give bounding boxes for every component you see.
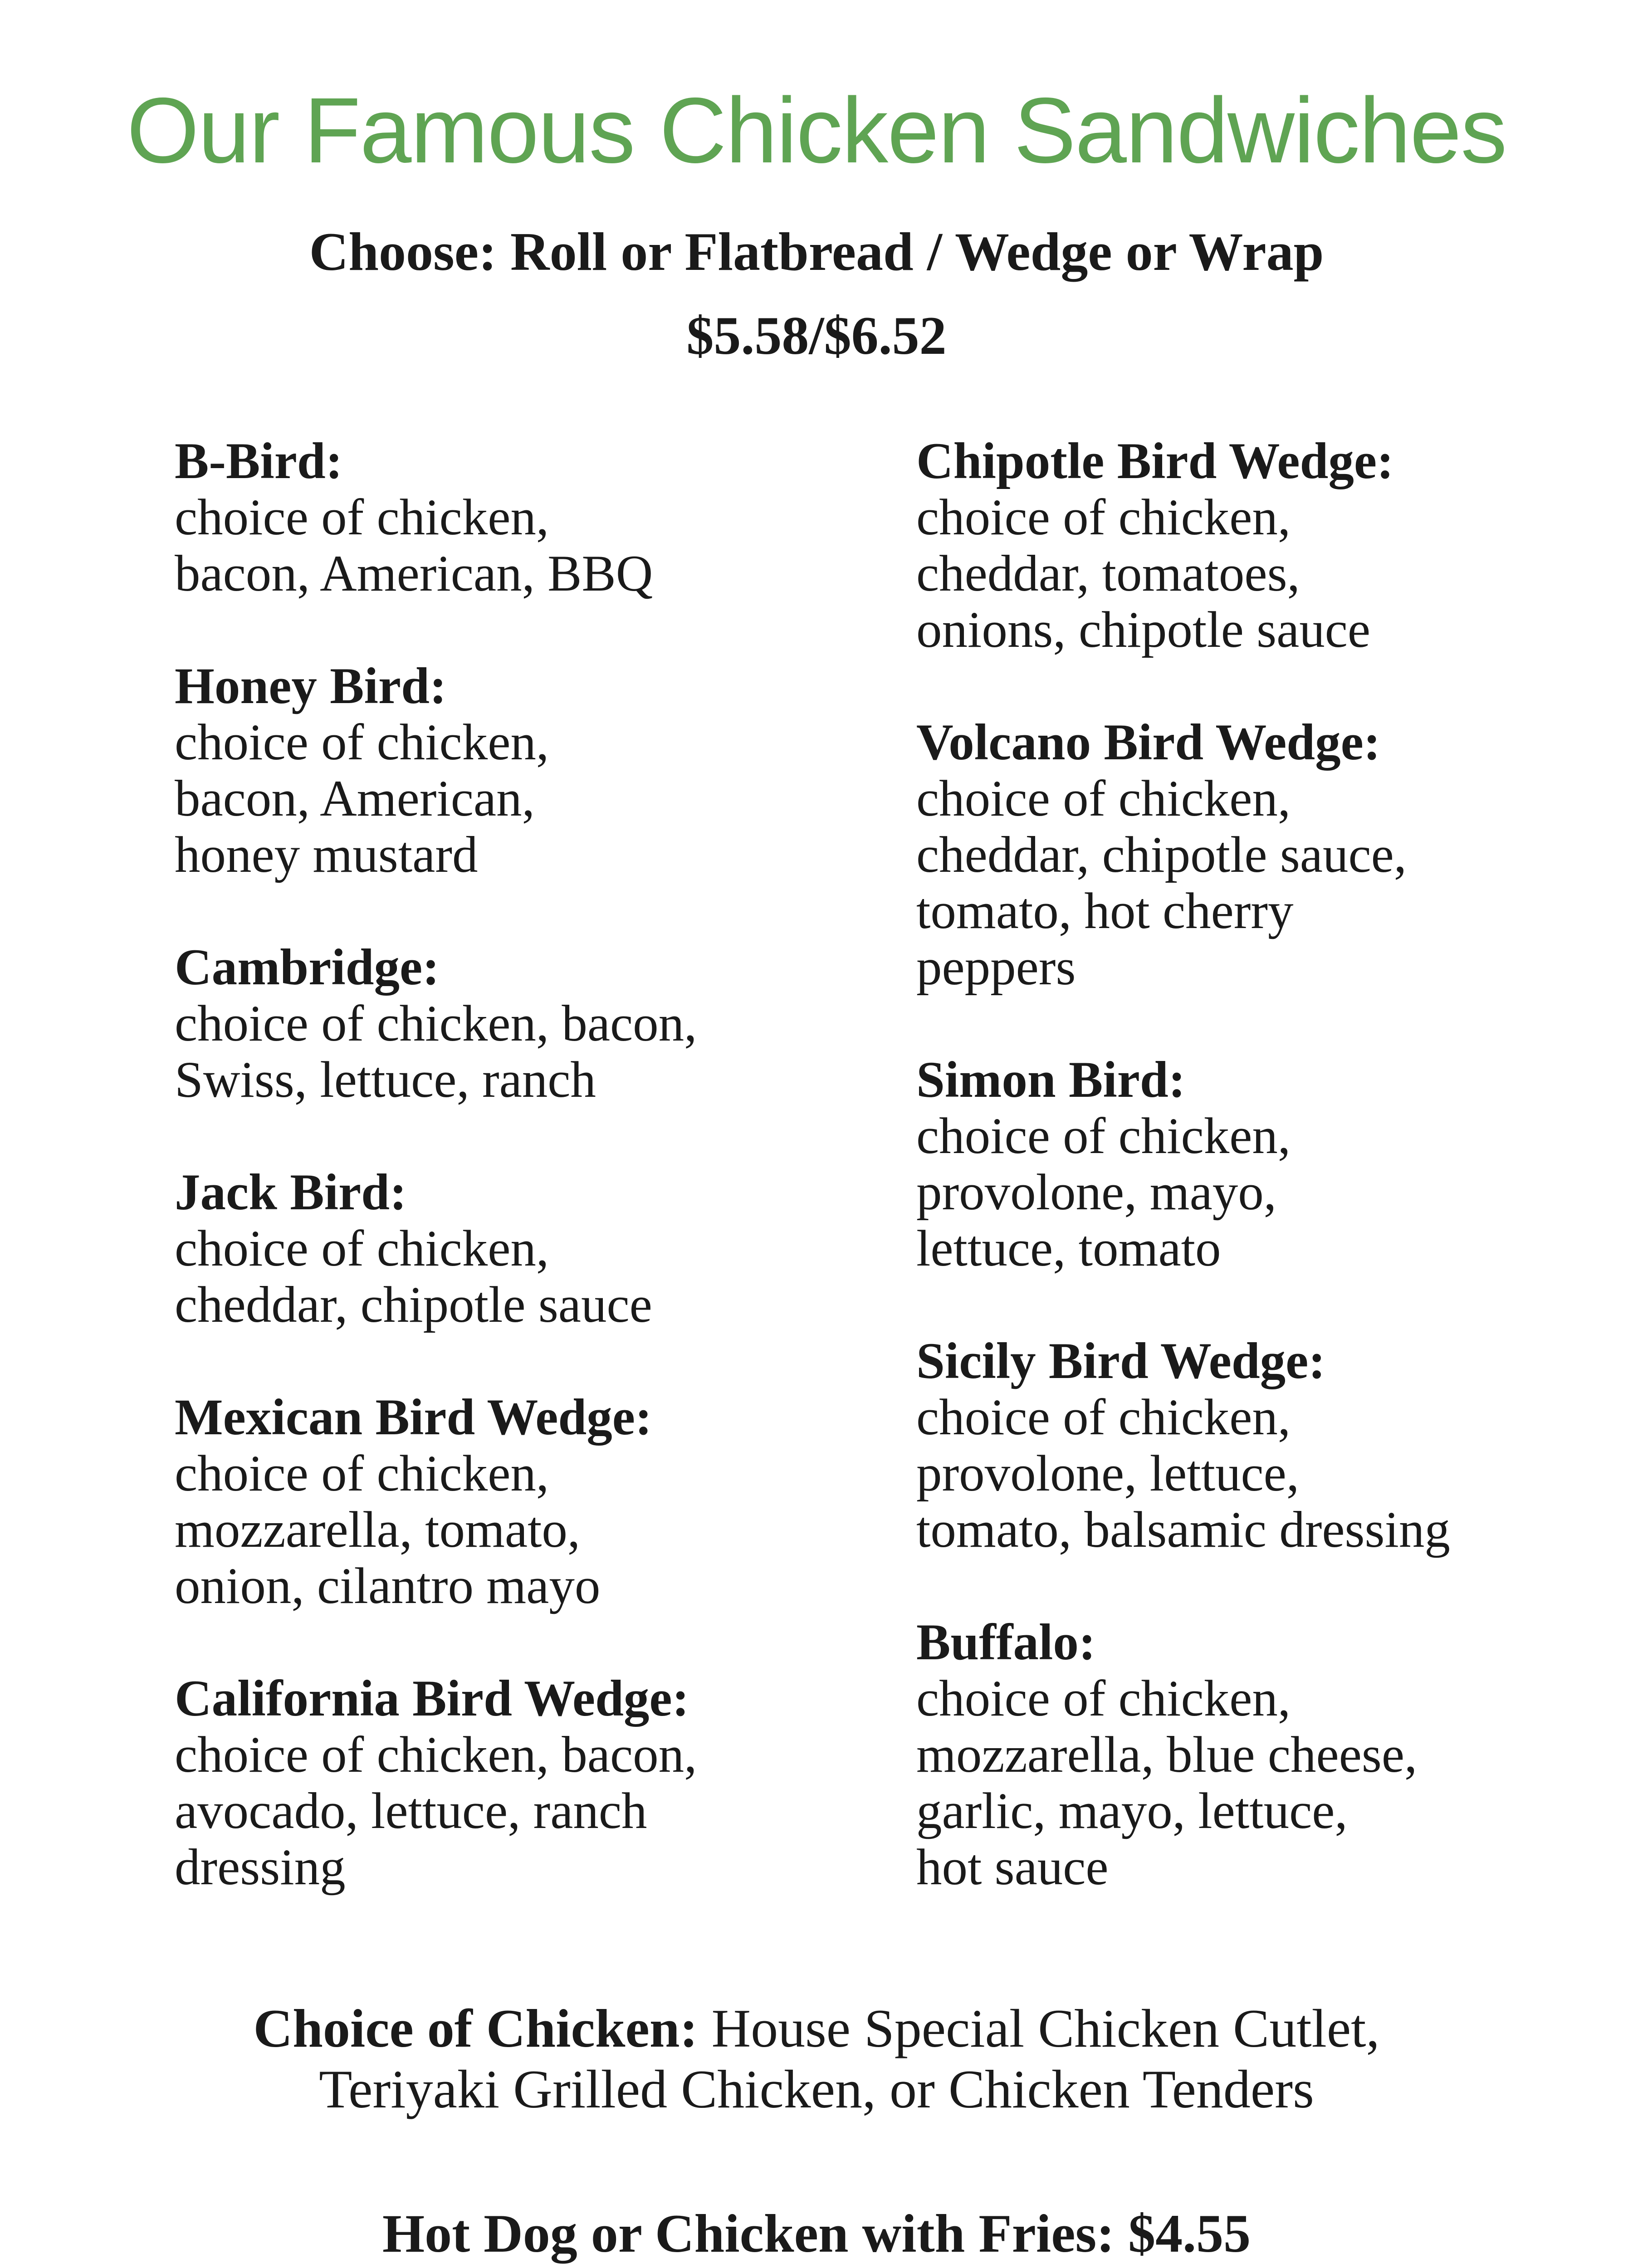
menu-item [175, 1164, 878, 1333]
item-name: Jack Bird: [175, 1164, 407, 1221]
extra-item: Hot Dog or Chicken with Fries: $4.55 [382, 2203, 1251, 2263]
item-description: choice of chicken, bacon, Swiss, lettuce, ranch [175, 995, 697, 1108]
sandwich-price: $5.58/$6.52 [686, 305, 947, 366]
menu-item [916, 433, 1597, 658]
item-description: choice of chicken, mozzarella, blue cheese, garlic, mayo, lettuce, hot sauce [916, 1670, 1418, 1896]
item-name: Chipotle Bird Wedge: [916, 433, 1394, 489]
chicken-note-line: Teriyaki Grilled Chicken, or Chicken Tenders [319, 2059, 1314, 2119]
item-description: choice of chicken, bacon, avocado, lettuce, ranch dressing [175, 1726, 697, 1896]
item-description: choice of chicken, provolone, lettuce, tomato, balsamic dressing [916, 1389, 1450, 1558]
item-name: California Bird Wedge: [175, 1670, 689, 1727]
item-description: choice of chicken, mozzarella, tomato, onion, cilantro mayo [175, 1445, 601, 1614]
chicken-choice-note [0, 1998, 1633, 2120]
menu-item [916, 1614, 1597, 1896]
item-description: choice of chicken, cheddar, tomatoes, onions, chipotle sauce [916, 489, 1371, 658]
menu-item [916, 1052, 1597, 1277]
menu-item [175, 658, 878, 883]
item-name: Mexican Bird Wedge: [175, 1389, 652, 1446]
item-name: Honey Bird: [175, 658, 447, 714]
item-description: choice of chicken, bacon, American, honey mustard [175, 714, 549, 883]
sandwich-column-left [175, 433, 878, 1952]
menu-item [175, 939, 878, 1108]
item-name: B-Bird: [175, 433, 343, 489]
item-name: Buffalo: [916, 1614, 1096, 1671]
menu-item [916, 714, 1597, 996]
chicken-note-label: Choice of Chicken: [253, 1998, 698, 2058]
menu-item [175, 433, 878, 602]
menu-title: Our Famous Chicken Sandwiches [127, 78, 1506, 182]
sandwich-column-right [916, 433, 1597, 1952]
item-name: Sicily Bird Wedge: [916, 1333, 1325, 1389]
menu-item [175, 1389, 878, 1614]
bread-choice-subtitle: Choose: Roll or Flatbread / Wedge or Wrap [309, 221, 1324, 282]
item-description: choice of chicken, bacon, American, BBQ [175, 489, 653, 602]
item-description: choice of chicken, cheddar, chipotle sauce, tomato, hot cherry peppers [916, 770, 1407, 996]
item-name: Simon Bird: [916, 1051, 1186, 1108]
item-name: Cambridge: [175, 939, 440, 996]
chicken-note-line [0, 1998, 1633, 2059]
item-description: choice of chicken, cheddar, chipotle sauce [175, 1220, 652, 1333]
menu-item [916, 1333, 1597, 1558]
chicken-note-text: House Special Chicken Cutlet, [698, 1998, 1380, 2058]
extras-section [0, 2198, 1633, 2268]
menu-item [175, 1671, 878, 1896]
item-description: choice of chicken, provolone, mayo, lettuce, tomato [916, 1108, 1291, 1277]
item-name: Volcano Bird Wedge: [916, 714, 1381, 771]
